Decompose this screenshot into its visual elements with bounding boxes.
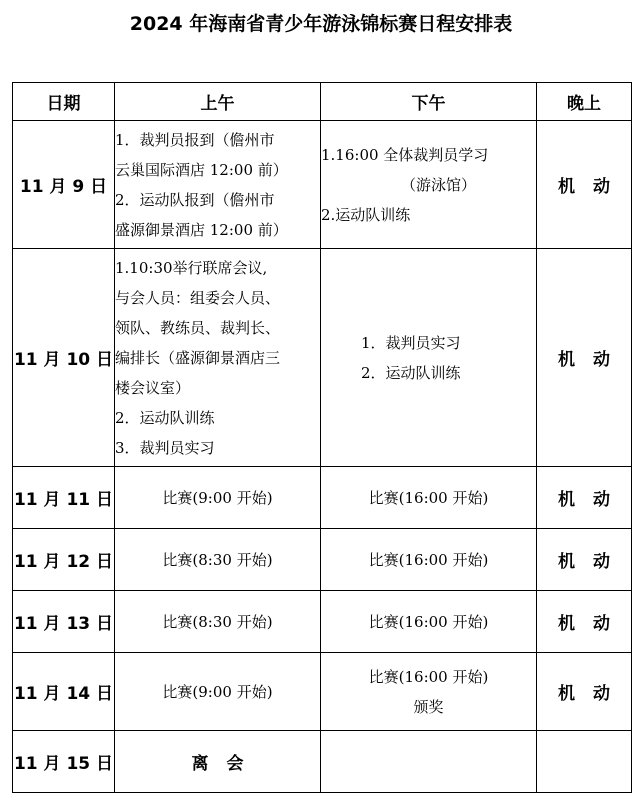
- date-cell: 11 月 14 日: [13, 653, 115, 731]
- afternoon-line: 1．裁判员实习: [361, 333, 461, 352]
- evening-text: 机动: [558, 177, 628, 197]
- morning-line: 与会人员：组委会人员、: [115, 288, 281, 307]
- table-row: [13, 731, 632, 793]
- table-row: [13, 653, 632, 731]
- afternoon-line: 2.运动队训练: [321, 205, 411, 224]
- morning-line: 比赛(8:30 开始): [162, 550, 273, 569]
- date-cell: 11 月 11 日: [13, 467, 115, 529]
- table-row: [13, 467, 632, 529]
- evening-cell: [537, 249, 632, 467]
- table-row: [13, 121, 632, 249]
- evening-text: 机动: [558, 490, 628, 510]
- evening-cell: [537, 731, 632, 793]
- page-title: 2024 年海南省青少年游泳锦标赛日程安排表: [129, 13, 513, 35]
- morning-cell: [115, 731, 321, 793]
- date-cell: 11 月 12 日: [13, 529, 115, 591]
- afternoon-line: 比赛(16:00 开始): [368, 488, 489, 507]
- afternoon-line: 比赛(16:00 开始): [368, 612, 489, 631]
- schedule-table: [12, 82, 632, 793]
- evening-cell: [537, 591, 632, 653]
- evening-cell: [537, 121, 632, 249]
- afternoon-cell: [321, 653, 537, 731]
- afternoon-line: （游泳馆）: [401, 175, 477, 194]
- table-row: [13, 249, 632, 467]
- table-row: [13, 529, 632, 591]
- morning-line: 2．运动队报到（儋州市: [115, 190, 275, 209]
- morning-cell: [115, 653, 321, 731]
- afternoon-cell: [321, 529, 537, 591]
- header-row: [13, 83, 632, 121]
- afternoon-cell: [321, 467, 537, 529]
- date-cell: 11 月 9 日: [13, 121, 115, 249]
- afternoon-cell: [321, 731, 537, 793]
- header-afternoon: 下午: [321, 83, 537, 121]
- morning-line: 领队、教练员、裁判长、: [115, 318, 281, 337]
- afternoon-line: 比赛(16:00 开始): [368, 550, 489, 569]
- header-date: 日期: [13, 83, 115, 121]
- depart-text: 离会: [191, 754, 262, 774]
- evening-cell: [537, 529, 632, 591]
- morning-cell: [115, 591, 321, 653]
- header-morning: 上午: [115, 83, 321, 121]
- afternoon-cell: [321, 591, 537, 653]
- morning-line: 云巢国际酒店 12:00 前）: [115, 160, 288, 179]
- afternoon-cell: [321, 121, 537, 249]
- morning-line: 1.10:30举行联席会议,: [115, 258, 268, 277]
- header-evening: 晚上: [537, 83, 632, 121]
- morning-line: 3．裁判员实习: [115, 438, 215, 457]
- morning-cell: [115, 249, 321, 467]
- afternoon-cell: [321, 249, 537, 467]
- afternoon-line: 比赛(16:00 开始): [368, 667, 489, 686]
- morning-line: 盛源御景酒店 12:00 前）: [115, 220, 288, 239]
- morning-line: 比赛(9:00 开始): [162, 488, 273, 507]
- morning-cell: [115, 529, 321, 591]
- morning-line: 2．运动队训练: [115, 408, 215, 427]
- date-cell: 11 月 15 日: [13, 731, 115, 793]
- afternoon-line: 颁奖: [413, 697, 444, 716]
- date-cell: 11 月 10 日: [13, 249, 115, 467]
- table-row: [13, 591, 632, 653]
- evening-text: 机动: [558, 552, 628, 572]
- morning-line: 比赛(9:00 开始): [162, 682, 273, 701]
- evening-cell: [537, 467, 632, 529]
- evening-text: 机动: [558, 684, 628, 704]
- afternoon-line: 1.16:00 全体裁判员学习: [321, 145, 489, 164]
- date-cell: 11 月 13 日: [13, 591, 115, 653]
- evening-text: 机动: [558, 350, 628, 370]
- afternoon-line: 2．运动队训练: [361, 363, 461, 382]
- morning-line: 楼会议室）: [115, 378, 191, 397]
- evening-text: 机动: [558, 614, 628, 634]
- morning-line: 编排长（盛源御景酒店三: [115, 348, 281, 367]
- morning-line: 比赛(8:30 开始): [162, 612, 273, 631]
- morning-cell: [115, 121, 321, 249]
- evening-cell: [537, 653, 632, 731]
- morning-cell: [115, 467, 321, 529]
- morning-line: 1．裁判员报到（儋州市: [115, 130, 275, 149]
